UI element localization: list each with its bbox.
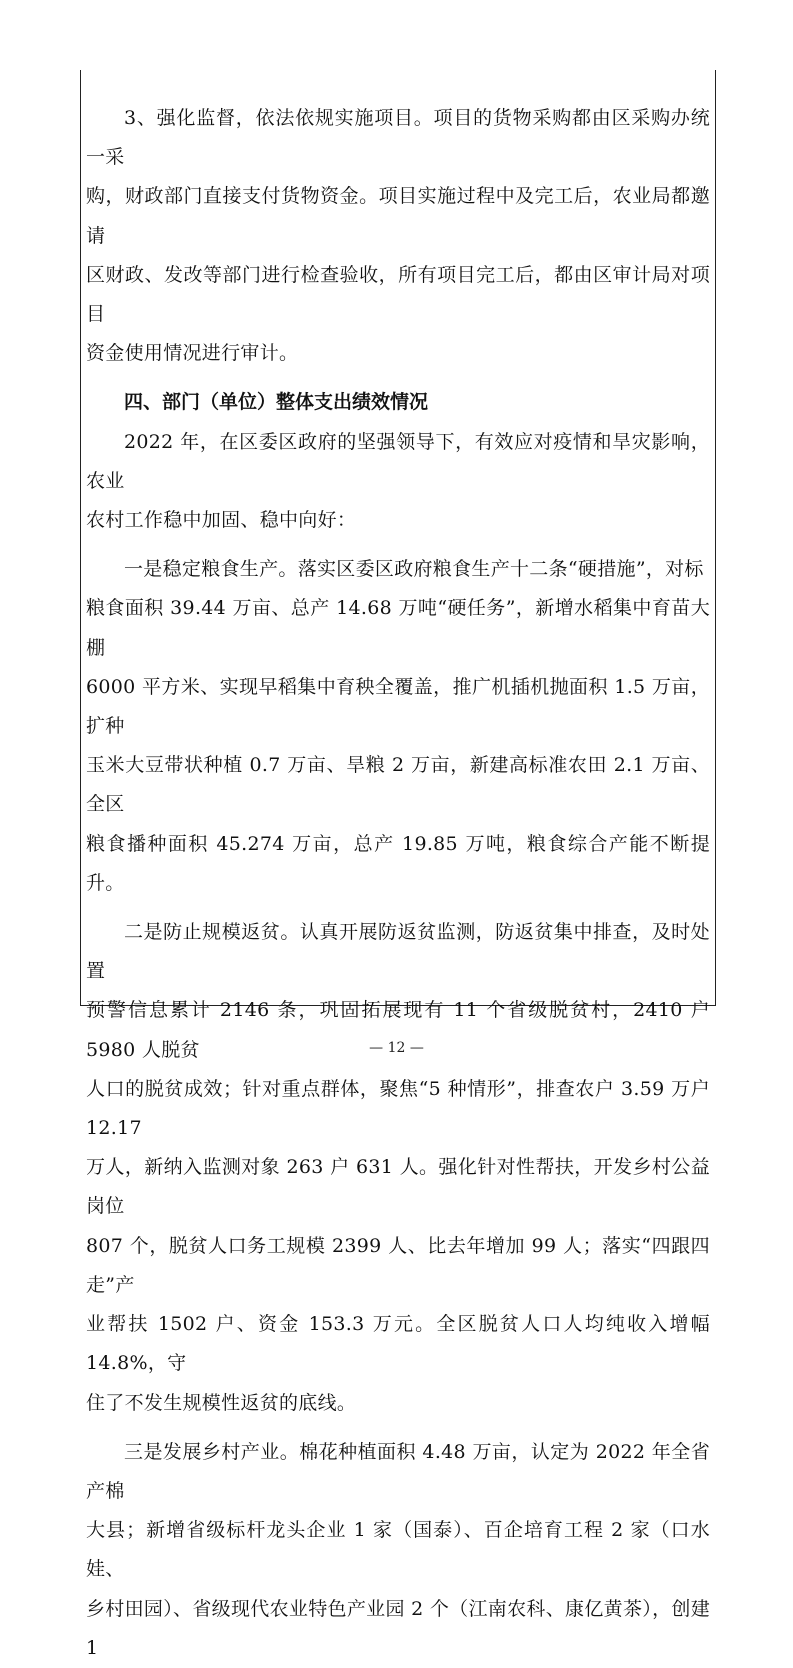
paragraph-intro bbox=[86, 423, 710, 541]
text-line: 资金使用情况进行审计。 bbox=[86, 342, 299, 365]
text-line: 3、强化监督，依法依规实施项目。项目的货物采购都由区采购办统一采 bbox=[86, 107, 710, 169]
text-line: 粮食播种面积 45.274 万亩，总产 19.85 万吨，粮食综合产能不断提升。 bbox=[86, 832, 710, 894]
text-line: 区财政、发改等部门进行检查验收，所有项目完工后，都由区审计局对项目 bbox=[86, 263, 710, 326]
text-line: 2022 年，在区委区政府的坚强领导下，有效应对疫情和旱灾影响，农业 bbox=[86, 430, 710, 492]
paragraph-supervision bbox=[86, 99, 710, 373]
text-line: 一是稳定粮食生产。落实区委区政府粮食生产十二条“硬措施”，对标 bbox=[124, 558, 704, 581]
paragraph-rural-industry bbox=[86, 1433, 710, 1668]
text-line: 住了不发生规模性返贫的底线。 bbox=[86, 1391, 357, 1414]
text-line: 购，财政部门直接支付货物资金。项目实施过程中及完工后，农业局都邀请 bbox=[86, 185, 710, 247]
text-line: 6000 平方米、实现早稻集中育秧全覆盖，推广机插机抛面积 1.5 万亩，扩种 bbox=[86, 675, 710, 738]
text-line: 业帮扶 1502 户、资金 153.3 万元。全区脱贫人口人均纯收入增幅 14.8%，守 bbox=[86, 1313, 710, 1375]
text-line: 农村工作稳中加固、稳中向好： bbox=[86, 509, 357, 532]
document-body bbox=[86, 99, 710, 1668]
text-line: 三是发展乡村产业。棉花种植面积 4.48 万亩，认定为 2022 年全省产棉 bbox=[86, 1440, 710, 1502]
text-line: 大县；新增省级标杆龙头企业 1 家（国泰）、百企培育工程 2 家（口水娃、 bbox=[86, 1519, 710, 1581]
text-line: 乡村田园）、省级现代农业特色产业园 2 个（江南农科、康亿黄茶），创建 1 bbox=[86, 1597, 710, 1659]
text-line: 万人，新纳入监测对象 263 户 631 人。强化针对性帮扶，开发乡村公益岗位 bbox=[86, 1156, 710, 1218]
paragraph-grain-production bbox=[86, 550, 710, 903]
text-line: 人口的脱贫成效；针对重点群体，聚焦“5 种情形”，排查农户 3.59 万户 12.17 bbox=[86, 1077, 710, 1140]
text-line: 807 个，脱贫人口务工规模 2399 人、比去年增加 99 人；落实“四跟四走”产 bbox=[86, 1234, 710, 1296]
paragraph-poverty-prevention bbox=[86, 913, 710, 1423]
text-line: 玉米大豆带状种植 0.7 万亩、旱粮 2 万亩，新建高标准农田 2.1 万亩、全区 bbox=[86, 754, 710, 816]
section-heading: 四、部门（单位）整体支出绩效情况 bbox=[124, 391, 429, 414]
text-line: 二是防止规模返贫。认真开展防返贫监测，防返贫集中排查，及时处置 bbox=[86, 921, 710, 983]
page-number: — 12 — bbox=[369, 1040, 424, 1056]
text-line: 预警信息累计 2146 条，巩固拓展现有 11 个省级脱贫村，2410 户 5980 人脱贫 bbox=[86, 999, 710, 1061]
text-line: 粮食面积 39.44 万亩、总产 14.68 万吨“硬任务”，新增水稻集中育苗大棚 bbox=[86, 597, 710, 659]
